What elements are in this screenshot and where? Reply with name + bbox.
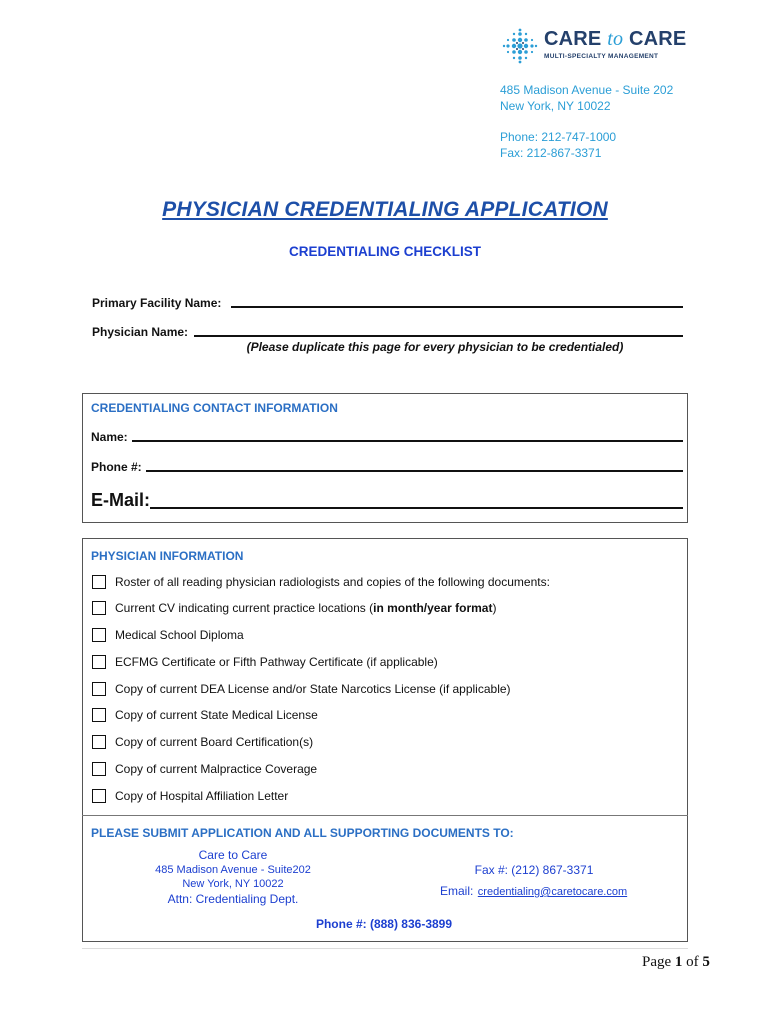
checklist-item-label: Copy of current DEA License and/or State Narcotics License (if applicable) [115,682,511,696]
submit-attn: Attn: Credentialing Dept. [167,892,299,906]
contact-name-field[interactable] [132,440,683,442]
submit-phone: Phone #: (888) 836-3899 [315,917,453,931]
page-title: PHYSICIAN CREDENTIALING APPLICATION [162,198,608,221]
submit-email-label: Email: [440,884,474,898]
contact-email-field[interactable] [150,507,683,509]
checklist-item-label: Roster of all reading physician radiologists and copies of the following documents: [115,575,550,589]
physician-name-label: Physician Name: [92,325,189,339]
checkbox[interactable] [92,708,106,722]
submit-city: New York, NY 10022 [182,878,284,890]
checkbox[interactable] [92,628,106,642]
physician-name-field[interactable] [194,335,683,337]
contact-email-label: E-Mail: [91,490,151,510]
submit-email-link[interactable]: credentialing@caretocare.com [477,886,628,898]
primary-facility-field[interactable] [231,306,683,308]
address-phone: Phone: 212-747-1000 [500,130,617,144]
page-number: Page 1 of 5 [642,954,710,970]
contact-section-heading: CREDENTIALING CONTACT INFORMATION [91,401,338,415]
address-fax: Fax: 212-867-3371 [500,146,602,160]
checkbox[interactable] [92,575,106,589]
checklist-item-label: Medical School Diploma [115,628,244,642]
primary-facility-label: Primary Facility Name: [92,296,222,310]
contact-name-label: Name: [91,430,128,444]
checkbox[interactable] [92,682,106,696]
checkbox[interactable] [92,601,106,615]
company-logo [500,26,710,70]
contact-phone-field[interactable] [146,470,683,472]
submit-org: Care to Care [198,848,268,862]
submit-email-line [440,882,627,900]
logo-dot-grid-icon [500,26,540,66]
checklist-item-label: ECFMG Certificate or Fifth Pathway Certificate (if applicable) [115,655,438,669]
logo-wordmark: CARE to CARE [544,28,687,50]
checklist-item-label: Copy of Hospital Affiliation Letter [115,789,289,803]
logo-tagline: MULTI-SPECIALTY MANAGEMENT [544,53,659,60]
checklist-item-label: Copy of current Malpractice Coverage [115,762,318,776]
checklist-item-label: Copy of current Board Certification(s) [115,735,314,749]
section-divider [82,815,688,816]
checklist-item-label: Copy of current State Medical License [115,708,318,722]
address-city: New York, NY 10022 [500,99,611,113]
checkbox[interactable] [92,762,106,776]
submit-section-heading: PLEASE SUBMIT APPLICATION AND ALL SUPPORTING DOCUMENTS TO: [91,826,514,840]
checklist-item-label: Current CV indicating current practice locations (in month/year format) [115,601,497,615]
submit-street: 485 Madison Avenue - Suite202 [155,864,311,876]
footer-divider [82,948,688,949]
checkbox[interactable] [92,789,106,803]
page-subtitle: CREDENTIALING CHECKLIST [289,244,481,259]
submit-fax: Fax #: (212) 867-3371 [474,863,594,877]
checkbox[interactable] [92,655,106,669]
address-street: 485 Madison Avenue - Suite 202 [500,83,674,97]
physician-section-heading: PHYSICIAN INFORMATION [91,549,244,563]
contact-phone-label: Phone #: [91,460,142,474]
checkbox[interactable] [92,735,106,749]
duplicate-note: (Please duplicate this page for every physician to be credentialed) [246,340,624,354]
